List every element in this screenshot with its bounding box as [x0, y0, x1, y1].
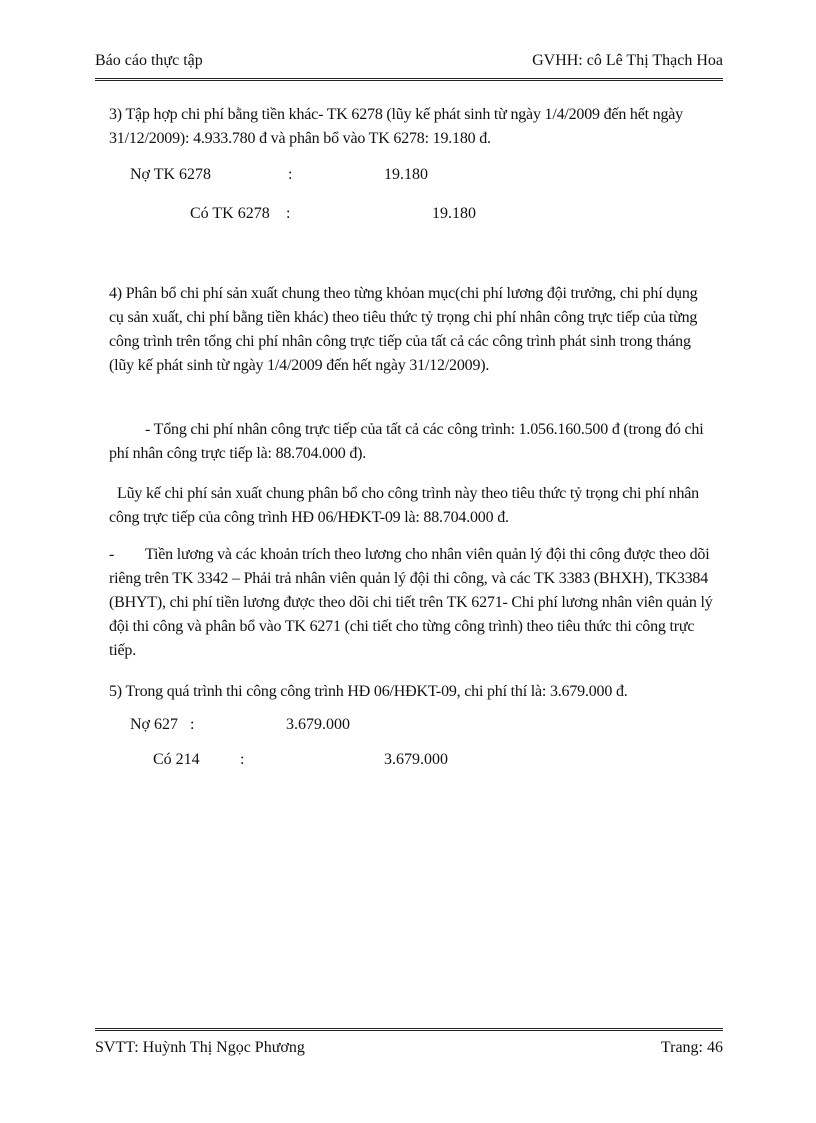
- entry2-debit-label: Nợ 627: [130, 716, 179, 733]
- footer-student: SVTT: Huỳnh Thị Ngọc Phương: [95, 1039, 305, 1056]
- paragraph-4-bullet-dash: -: [109, 546, 115, 563]
- entry1-debit-colon: :: [288, 166, 293, 183]
- paragraph-4-salary: Tiền lương và các khoản trích theo lương cho nhân viên quản lý đội thi công được theo dõi riêng trên TK 3342 – Phải trả nhân viên quản lý đội thi công, và các TK 3383 (BHXH), TK3384 (BHYT), chi phí tiền lương được theo dõi chi tiết trên TK 6271- Chi phí lương nhân viên quản lý đội thi công và phân bổ vào TK 6271 (chi tiết cho từng công trình) theo tiêu thức thi công trực tiếp.: [109, 546, 713, 659]
- page-header: [95, 52, 723, 81]
- entry1-credit-label: Có TK 6278: [190, 205, 270, 222]
- entry1-credit-colon: :: [286, 205, 291, 222]
- entry2-credit-colon: :: [240, 751, 245, 768]
- entry2-credit-label: Có 214: [153, 751, 200, 768]
- entry1-debit-label: Nợ TK 6278: [130, 166, 212, 183]
- entry1-debit-value: 19.180: [384, 166, 428, 183]
- footer-page-number: Trang: 46: [660, 1039, 723, 1056]
- entry2-debit-colon: :: [190, 716, 195, 733]
- entry2-debit-value: 3.679.000: [286, 716, 350, 733]
- page-footer: [95, 1028, 723, 1061]
- header-supervisor: GVHH: cô Lê Thị Thạch Hoa: [532, 52, 723, 69]
- paragraph-3: 3) Tập hợp chi phí bằng tiền khác- TK 6278 (lũy kế phát sinh từ ngày 1/4/2009 đến hết ngày 31/12/2009): 4.933.780 đ và phân bổ vào TK 6278: 19.180 đ.: [109, 106, 683, 147]
- paragraph-5: 5) Trong quá trình thi công công trình HĐ 06/HĐKT-09, chi phí thí là: 3.679.000 đ.: [109, 683, 628, 700]
- entry1-credit-value: 19.180: [432, 205, 476, 222]
- header-report-title: Báo cáo thực tập: [95, 52, 203, 69]
- paragraph-4-allocation: Lũy kế chi phí sản xuất chung phân bổ cho công trình này theo tiêu thức tỷ trọng chi phí nhân công trực tiếp của công trình HĐ 06/HĐKT-09 là: 88.704.000 đ.: [109, 485, 699, 526]
- paragraph-4-total-labor: - Tổng chi phí nhân công trực tiếp của tất cả các công trình: 1.056.160.500 đ (trong đó chi phí nhân công trực tiếp là: 88.704.000 đ).: [109, 421, 704, 462]
- entry2-credit-value: 3.679.000: [384, 751, 448, 768]
- paragraph-4: 4) Phân bổ chi phí sản xuất chung theo từng khỏan mục(chi phí lương đội trưởng, chi phí dụng cụ sản xuất, chi phí bằng tiền khác) theo tiêu thức tỷ trọng chi phí nhân công trực tiếp của từng công trình trên tổng chi phí nhân công trực tiếp của tất cả các công trình phát sinh trong tháng (lũy kế phát sinh từ ngày 1/4/2009 đến hết ngày 31/12/2009).: [109, 285, 698, 374]
